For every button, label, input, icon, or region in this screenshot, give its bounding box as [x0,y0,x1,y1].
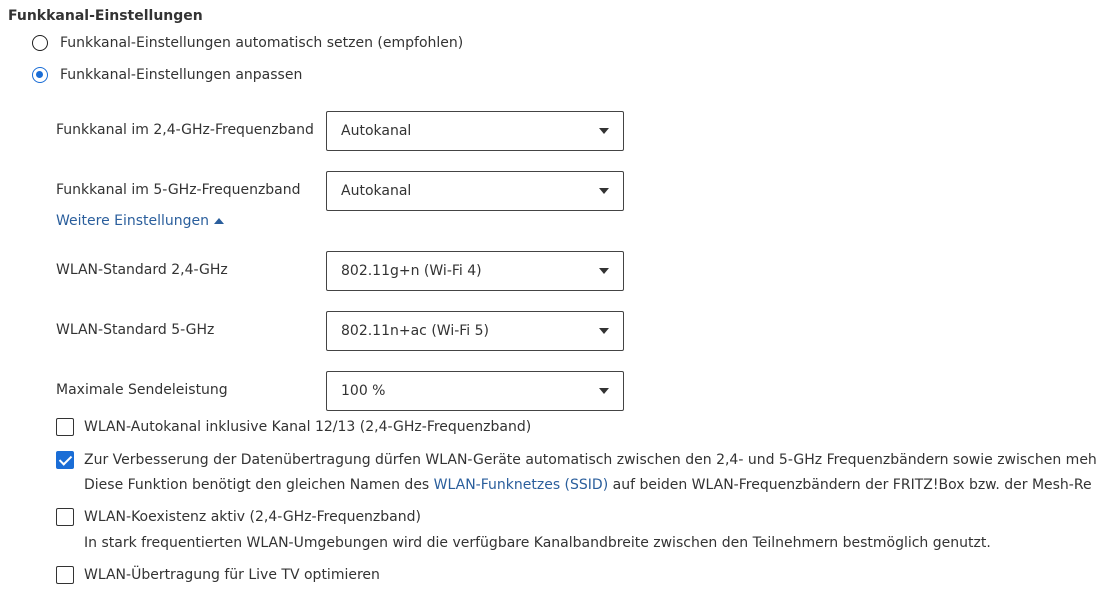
chevron-down-icon [599,128,609,134]
radio-button[interactable] [32,67,48,83]
chevron-down-icon [599,188,609,194]
radio-label: Funkkanal-Einstellungen anpassen [60,67,303,83]
live-tv-checkbox-row[interactable] [56,566,380,584]
autochannel-checkbox[interactable] [56,418,74,436]
select-value: 802.11g+n (Wi-Fi 4) [341,263,482,279]
checkbox-label: WLAN-Übertragung für Live TV optimieren [84,567,380,583]
checkbox-label: Zur Verbesserung der Datenübertragung dürfen WLAN-Geräte automatisch zwischen den 2,4- und 5-GHz Frequenzbändern sowie zwischen meh [84,452,1097,468]
channel-5-select[interactable] [326,171,624,211]
checkbox-label: WLAN-Koexistenz aktiv (2,4-GHz-Frequenzband) [84,509,421,525]
select-value: Autokanal [341,183,412,199]
autochannel-checkbox-row[interactable] [56,418,531,436]
band-steering-checkbox-row[interactable] [56,451,1097,469]
caret-up-icon [214,218,224,224]
select-value: 100 % [341,383,386,399]
band-steering-checkbox[interactable] [56,451,74,469]
power-select[interactable] [326,371,624,411]
radio-button[interactable] [32,35,48,51]
channel-24-label: Funkkanal im 2,4-GHz-Frequenzband [56,122,314,138]
section-title: Funkkanal-Einstellungen [8,8,203,24]
coexistence-description: In stark frequentierten WLAN-Umgebungen wird die verfügbare Kanalbandbreite zwischen den Teilnehmern bestmöglich genutzt. [84,535,991,551]
select-value: 802.11n+ac (Wi-Fi 5) [341,323,489,339]
channel-5-label: Funkkanal im 5-GHz-Frequenzband [56,182,301,198]
more-settings-label: Weitere Einstellungen [56,213,210,229]
radio-label: Funkkanal-Einstellungen automatisch setzen (empfohlen) [60,35,464,51]
chevron-down-icon [599,388,609,394]
more-settings-link[interactable] [56,213,224,229]
live-tv-checkbox[interactable] [56,566,74,584]
coexistence-checkbox[interactable] [56,508,74,526]
coexistence-checkbox-row[interactable] [56,508,421,526]
standard-5-label: WLAN-Standard 5-GHz [56,322,215,338]
standard-24-select[interactable] [326,251,624,291]
checkbox-label: WLAN-Autokanal inklusive Kanal 12/13 (2,4-GHz-Frequenzband) [84,419,532,435]
chevron-down-icon [599,328,609,334]
select-value: Autokanal [341,123,412,139]
ssid-link[interactable]: WLAN-Funknetzes (SSID) [433,477,609,493]
radio-custom-settings[interactable] [32,67,302,83]
standard-5-select[interactable] [326,311,624,351]
band-steering-description [84,477,1092,493]
radio-auto-settings[interactable] [32,35,463,51]
description-text: auf beiden WLAN-Frequenzbändern der FRITZ!Box bzw. der Mesh-Re [608,477,1092,493]
power-label: Maximale Sendeleistung [56,382,228,398]
standard-24-label: WLAN-Standard 2,4-GHz [56,262,228,278]
chevron-down-icon [599,268,609,274]
description-text: Diese Funktion benötigt den gleichen Namen des [84,477,434,493]
channel-24-select[interactable] [326,111,624,151]
